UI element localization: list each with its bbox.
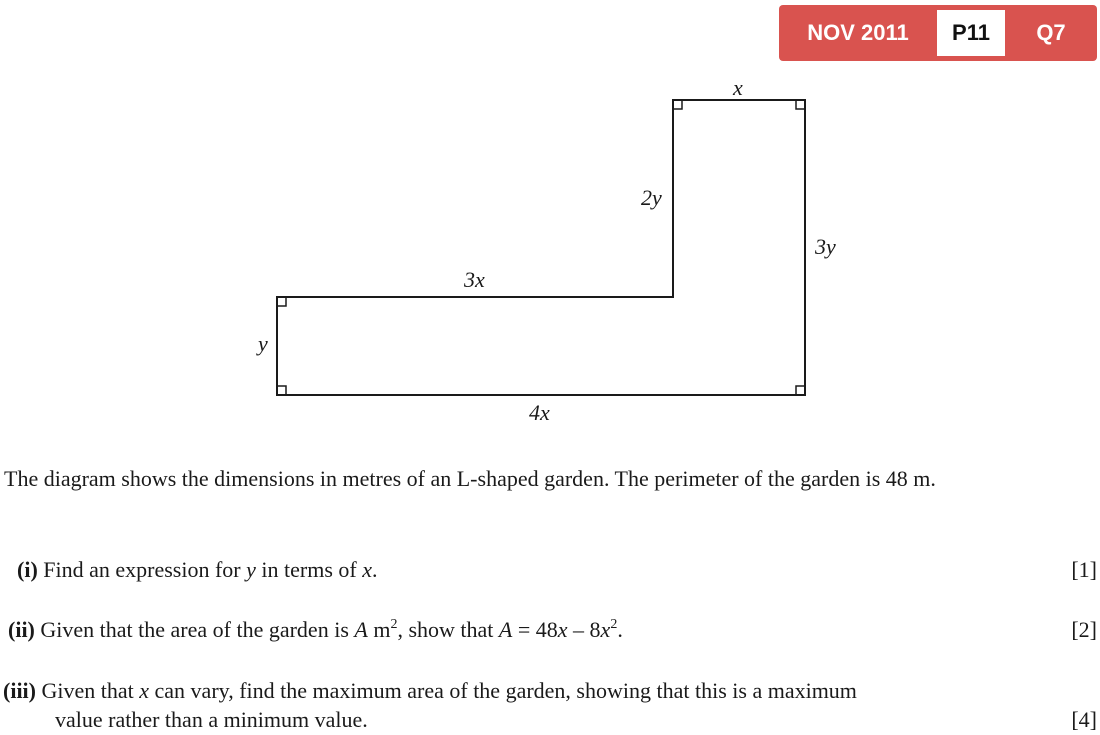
part-number: (iii) <box>3 678 36 703</box>
part-text: Given that <box>41 678 140 703</box>
question-number-label: Q7 <box>1036 20 1066 45</box>
part-text: m <box>367 617 391 642</box>
part-text: . <box>371 557 378 582</box>
paper-number-label: P11 <box>937 10 1005 56</box>
intro-text: The diagram shows the dimensions in metres of an L-shaped garden. The perimeter of the garden is 48 m. <box>4 466 936 491</box>
right-angle-marker <box>277 297 286 306</box>
part-text: – 8 <box>567 617 601 642</box>
question-intro <box>4 464 1098 494</box>
superscript: 2 <box>390 617 398 632</box>
question-part-i <box>17 555 377 585</box>
part-text: in terms of <box>255 557 363 582</box>
right-angle-marker <box>673 100 682 109</box>
superscript: 2 <box>610 617 618 632</box>
part-number: (ii) <box>8 617 35 642</box>
math-variable: x <box>600 617 611 642</box>
math-variable: x <box>557 617 568 642</box>
part-text: . <box>617 617 623 642</box>
math-variable: y <box>246 557 256 582</box>
part-number: (i) <box>17 557 38 582</box>
right-angle-marker <box>796 100 805 109</box>
math-variable: x <box>139 678 150 703</box>
label-bottom-width: 4x <box>529 400 550 425</box>
marks-part-iii: [4] <box>1071 707 1097 732</box>
right-angle-marker <box>277 386 286 395</box>
math-variable: A <box>498 617 513 642</box>
part-text: can vary, find the maximum area of the garden, showing that this is a maximum <box>149 678 857 703</box>
marks-part-ii: [2] <box>1071 617 1097 642</box>
math-variable: x <box>362 557 372 582</box>
part-text: Given that the area of the garden is <box>40 617 355 642</box>
label-top-width: x <box>733 75 743 100</box>
garden-outline <box>277 100 805 395</box>
part-text: , show that <box>397 617 499 642</box>
question-part-iii <box>3 676 857 706</box>
label-left-height: y <box>258 331 268 356</box>
exam-date-label: NOV 2011 <box>807 20 909 45</box>
label-inner-height: 2y <box>641 185 662 210</box>
math-variable: A <box>354 617 368 642</box>
question-part-iii-line2: value rather than a minimum value. <box>55 707 368 732</box>
part-text: = 48 <box>512 617 558 642</box>
right-angle-marker <box>796 386 805 395</box>
marks-part-i: [1] <box>1071 557 1097 582</box>
question-part-ii <box>8 615 623 645</box>
label-right-height: 3y <box>815 234 836 259</box>
part-text: Find an expression for <box>43 557 247 582</box>
label-inner-width: 3x <box>464 267 485 292</box>
